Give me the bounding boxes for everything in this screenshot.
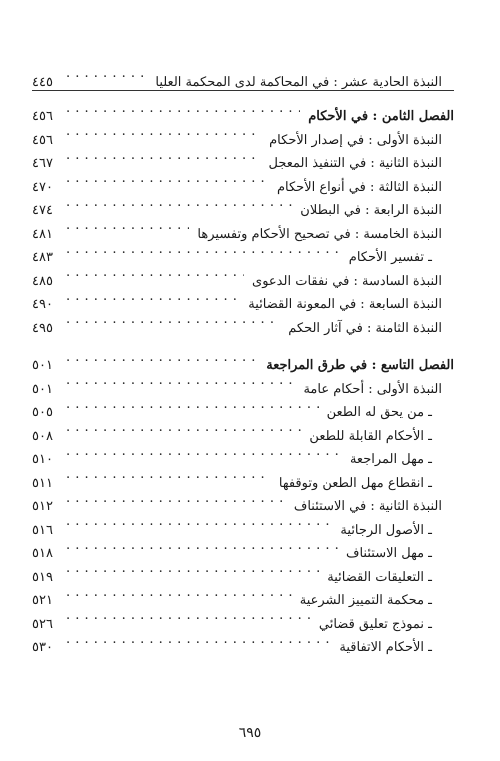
toc-entry-title: في البطلان	[300, 203, 361, 218]
toc-entry-text	[315, 613, 454, 637]
toc-entry-prefix: ـ	[424, 475, 432, 491]
toc-entry-title: في نفقات الدعوى	[252, 273, 350, 289]
toc-entry-text	[335, 636, 454, 660]
toc-page-number: ٥١٩	[32, 569, 53, 585]
dot-leader	[66, 510, 332, 534]
toc-entry-title: في الأحكام	[308, 109, 369, 124]
toc-page-number: ٥٢١	[32, 593, 53, 608]
toc-entry-text	[336, 519, 454, 543]
toc-chapter-row	[32, 97, 454, 124]
toc-page-number: ٥١٢	[32, 499, 53, 514]
dot-leader	[66, 97, 300, 121]
toc-page-number: ٥٣٠	[32, 640, 53, 655]
toc-page-number: ٥١٠	[32, 452, 53, 467]
toc-page-number: ٥٠١	[32, 381, 53, 397]
toc-entry-text	[342, 542, 454, 566]
toc-page-number: ٤٤٥	[32, 74, 53, 90]
toc-entry-prefix: النبذة السادسة :	[349, 273, 442, 289]
toc-entry-title: مهل المراجعة	[349, 452, 425, 467]
toc-entry-title: من يحق له الطعن	[326, 405, 425, 420]
toc-entry-text	[296, 199, 454, 223]
dot-leader	[66, 628, 331, 652]
toc-entry-text	[265, 129, 454, 153]
toc-page-number: ٥١١	[32, 475, 53, 491]
toc-entry-title: في آثار الحكم	[288, 320, 363, 336]
toc-entry-prefix: النبذة الثانية :	[366, 499, 442, 514]
toc-entry-title: في تصحيح الأحكام وتفسيرها	[197, 226, 351, 242]
toc-entry-title: في أنواع الأحكام	[276, 179, 366, 195]
toc-entry-prefix: النبذة الثانية :	[366, 156, 442, 171]
toc-page-number: ٤٦٧	[32, 156, 53, 171]
toc-entry-prefix: ـ	[424, 593, 432, 608]
dot-leader	[66, 581, 292, 605]
toc-entry-title: في المعونة القضائية	[248, 297, 357, 312]
dot-leader	[66, 604, 311, 628]
dot-leader	[66, 557, 319, 581]
dot-leader	[66, 463, 271, 487]
dot-leader	[66, 440, 342, 464]
toc-page-number: ٤٨١	[32, 226, 53, 242]
dot-leader	[66, 308, 280, 332]
dot-leader	[66, 487, 286, 511]
toc-entry-prefix: ـ	[424, 250, 432, 265]
toc-entry-title: الأصول الرجائية	[340, 522, 425, 538]
toc-page-number: ٥١٨	[32, 546, 53, 561]
toc-page-number: ٥٠٨	[32, 428, 53, 444]
toc-entry-text	[323, 401, 454, 425]
toc-entry-title: محكمة التمييز الشرعية	[299, 593, 425, 608]
toc-entry-prefix: النبذة الأولى :	[364, 381, 442, 397]
toc-page-number: ٤٧٤	[32, 203, 53, 218]
toc-entry-text	[299, 378, 454, 402]
toc-entry-title: تفسير الأحكام	[348, 250, 425, 265]
toc-subsection-row	[32, 62, 454, 90]
page-number: ٦٩٥	[238, 725, 262, 741]
toc-entry-title: التعليقات القضائية	[327, 569, 425, 585]
toc-entry-title: الأحكام الاتفاقية	[339, 640, 425, 655]
dot-leader	[66, 191, 292, 215]
dot-leader	[66, 214, 189, 238]
toc-entry-title: في طرق المراجعة	[266, 358, 368, 373]
toc-page-number: ٥٠٥	[32, 405, 53, 420]
toc-entry-title: في المحاكمة لدى المحكمة العليا	[155, 74, 330, 90]
toc-page-number: ٥١٦	[32, 522, 53, 538]
toc-entry-text	[151, 71, 454, 95]
toc-entry-prefix: ـ	[424, 452, 432, 467]
toc-entry-text	[248, 270, 454, 294]
toc-page-number: ٤٧٠	[32, 179, 53, 195]
toc-entry-prefix: ـ	[424, 522, 432, 538]
dot-leader	[66, 534, 338, 558]
toc-page-number: ٤٨٣	[32, 250, 53, 265]
toc-entry-prefix: ـ	[424, 640, 432, 655]
toc-entry-prefix: النبذة الحادية عشر :	[329, 74, 442, 90]
dot-leader	[66, 369, 295, 393]
dot-leader	[66, 416, 301, 440]
toc-entry-prefix: ـ	[424, 569, 432, 585]
dot-leader	[66, 261, 244, 285]
toc-entry-prefix: النبذة الأولى :	[364, 132, 442, 148]
dot-leader	[66, 62, 147, 86]
toc-entry-prefix: النبذة الرابعة :	[360, 203, 442, 218]
toc-entry-title: انقطاع مهل الطعن وتوقفها	[278, 475, 425, 491]
dot-leader	[66, 393, 319, 417]
toc-entry-title: الأحكام القابلة للطعن	[309, 428, 425, 444]
toc-page-number: ٤٥٦	[32, 132, 53, 148]
toc-entry-title: في التنفيذ المعجل	[268, 156, 367, 171]
toc-entry-prefix: ـ	[424, 428, 432, 444]
toc-entry-prefix: الفصل الثامن :	[368, 109, 454, 124]
toc-chapter-row	[32, 346, 454, 373]
toc-entry-text	[304, 105, 454, 129]
toc-entry-title: نموذج تعليق قضائي	[318, 616, 425, 632]
toc-entry-text	[275, 472, 454, 496]
toc-page-number: ٤٨٥	[32, 273, 53, 289]
toc-page-number: ٥٠١	[32, 358, 53, 373]
toc-entry-prefix: النبذة السابعة :	[356, 297, 442, 312]
toc-entry-text	[265, 152, 454, 176]
toc-entry-prefix: النبذة الثالثة :	[365, 179, 442, 195]
toc-entry-text	[273, 176, 454, 200]
toc-entry-prefix: ـ	[424, 616, 432, 632]
toc-entry-text	[346, 448, 454, 472]
toc-page-number: ٤٩٥	[32, 320, 53, 336]
table-of-contents	[32, 62, 454, 655]
dot-leader	[66, 285, 240, 309]
toc-entry-text	[284, 317, 454, 341]
toc-entry-prefix: النبذة الخامسة :	[350, 226, 442, 242]
toc-page-number: ٥٢٦	[32, 616, 53, 632]
toc-entry-text	[323, 566, 454, 590]
toc-entry-title: في الاستئناف	[293, 499, 367, 514]
toc-entry-prefix: النبذة الثامنة :	[362, 320, 442, 336]
dot-leader	[66, 238, 341, 262]
dot-leader	[66, 144, 261, 168]
toc-entry-text	[296, 589, 454, 613]
toc-page-number: ٤٩٠	[32, 297, 53, 312]
dot-leader	[66, 346, 258, 370]
toc-entry-title: أحكام عامة	[303, 381, 365, 397]
dot-leader	[66, 120, 261, 144]
toc-entry-prefix: ـ	[424, 546, 432, 561]
toc-entry-prefix: ـ	[424, 405, 432, 420]
dot-leader	[66, 167, 269, 191]
toc-entry-title: مهل الاستئناف	[345, 546, 425, 561]
toc-entry-prefix: الفصل التاسع :	[367, 358, 454, 373]
toc-page-number: ٤٥٦	[32, 109, 53, 124]
toc-entry-title: في إصدار الأحكام	[269, 132, 365, 148]
toc-entry-text	[345, 246, 454, 270]
